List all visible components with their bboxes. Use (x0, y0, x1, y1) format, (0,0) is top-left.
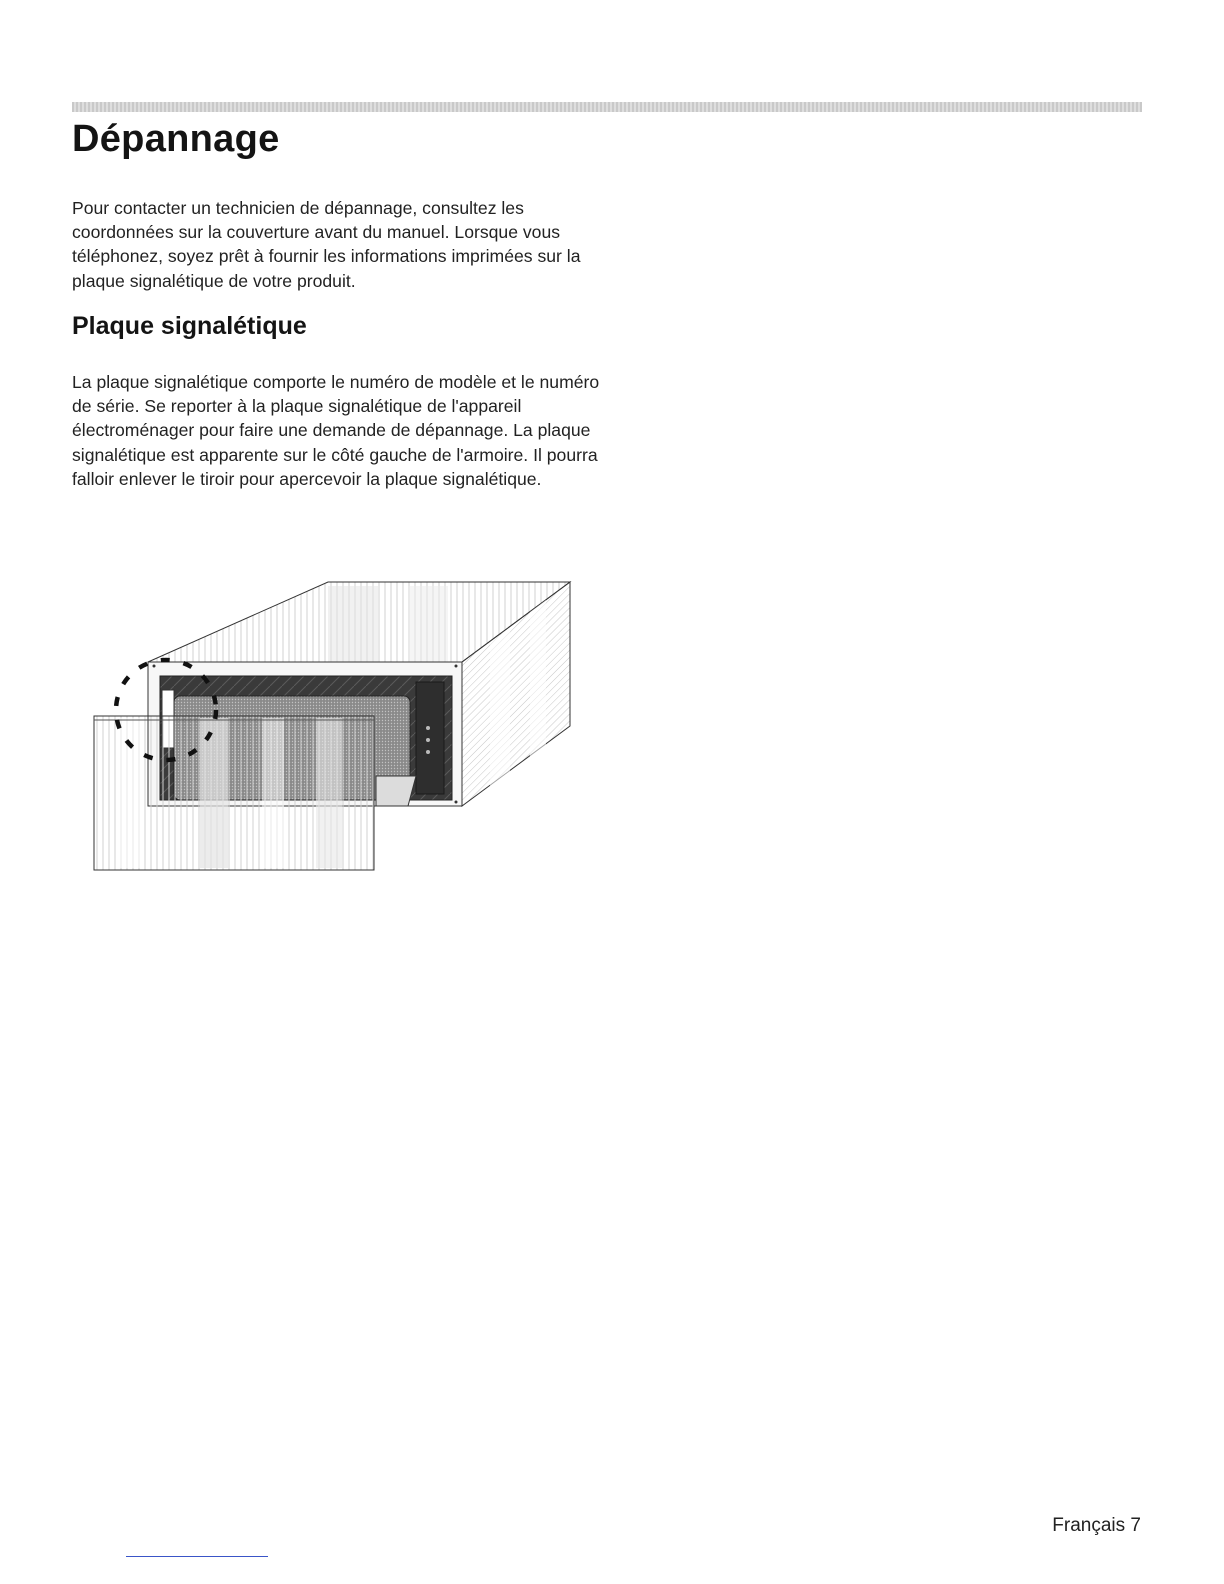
page-title: Dépannage (72, 118, 280, 160)
header-rule (72, 102, 1142, 112)
control-strip (416, 682, 444, 794)
section-heading: Plaque signalétique (72, 312, 307, 340)
page-footer: Français 7 (1052, 1515, 1141, 1536)
section-paragraph: La plaque signalétique comporte le numéro de modèle et le numéro de série. Se reporter à la plaque signalétique de l'appareil électroménager pour faire une demande de dépannage. La plaque signalétique est apparente sur le côté gauche de l'armoire. Il pourra falloir enlever le tiroir pour apercevoir la plaque signalétique. (72, 372, 600, 489)
footer-link-line (126, 1556, 268, 1557)
warming-drawer-illustration (90, 578, 574, 874)
intro-paragraph: Pour contacter un technicien de dépannage, consultez les coordonnées sur la couverture avant du manuel. Lorsque vous téléphonez, soyez prêt à fournir les informations imprimées sur la plaque signalétique de votre produit. (72, 198, 581, 291)
